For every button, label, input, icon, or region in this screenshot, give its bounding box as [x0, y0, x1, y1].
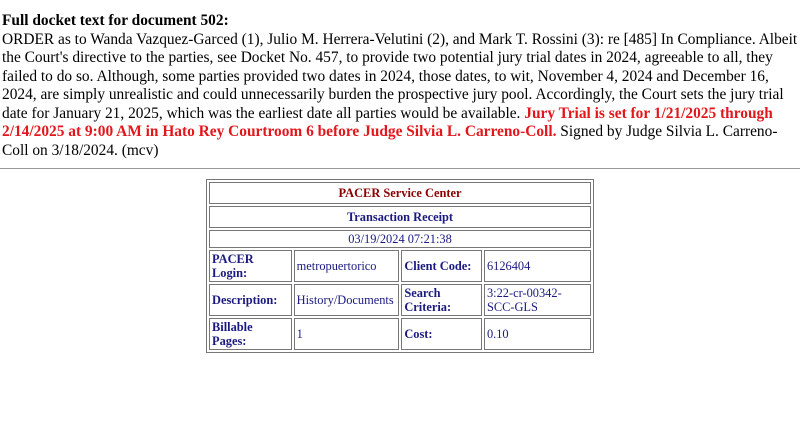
description-value: History/Documents: [294, 284, 400, 316]
cost-label: Cost:: [401, 318, 482, 350]
table-row: [209, 250, 591, 282]
client-code-value: 6126404: [484, 250, 591, 282]
separator: [0, 168, 800, 169]
receipt-container: [0, 179, 800, 353]
billable-pages-label: Billable Pages:: [209, 318, 292, 350]
transaction-receipt-title: Transaction Receipt: [209, 206, 591, 228]
description-label: Description:: [209, 284, 292, 316]
table-row: [209, 284, 591, 316]
table-row: [209, 318, 591, 350]
transaction-receipt-table: [206, 179, 594, 353]
cost-value: 0.10: [484, 318, 591, 350]
billable-pages-value: 1: [294, 318, 400, 350]
jury-trial-notice: Jury Trial is set for 1/21/2025 through 2/14/2025 at 9:00 AM in Hato Rey Courtroom 6 before Judge Silvia L. Carreno-Coll.: [2, 104, 773, 140]
docket-body: ORDER as to Wanda Vazquez-Garced (1), Julio M. Herrera-Velutini (2), and Mark T. Rossini (3): re [485] In Compliance. Albeit the Court's directive to the parties, see Docket No. 457, to provide two potential jury trial dates in 2024, agreeable to all, they failed to do so. Although, some parties provided two dates in 2024, those dates, to wit, November 4, 2024 and December 16, 2024, are simply unrealistic and could unnecessarily burden the prospective jury pool. Accordingly, the Court sets the jury trial date for January 21, 2025, which was the earliest date all parties would be available.: [2, 30, 798, 122]
docket-signature: Signed by Judge Silvia L. Carreno-Coll on 3/18/2024. (mcv): [2, 123, 778, 159]
docket-text: [0, 0, 798, 160]
client-code-label: Client Code:: [401, 250, 482, 282]
pacer-login-value: metropuertorico: [294, 250, 400, 282]
pacer-service-center-title: PACER Service Center: [209, 182, 591, 204]
search-criteria-value: 3:22-cr-00342-SCC-GLS: [484, 284, 591, 316]
receipt-timestamp: 03/19/2024 07:21:38: [209, 230, 591, 248]
search-criteria-label: Search Criteria:: [401, 284, 482, 316]
docket-heading: Full docket text for document 502:: [2, 12, 229, 29]
pacer-login-label: PACER Login:: [209, 250, 292, 282]
